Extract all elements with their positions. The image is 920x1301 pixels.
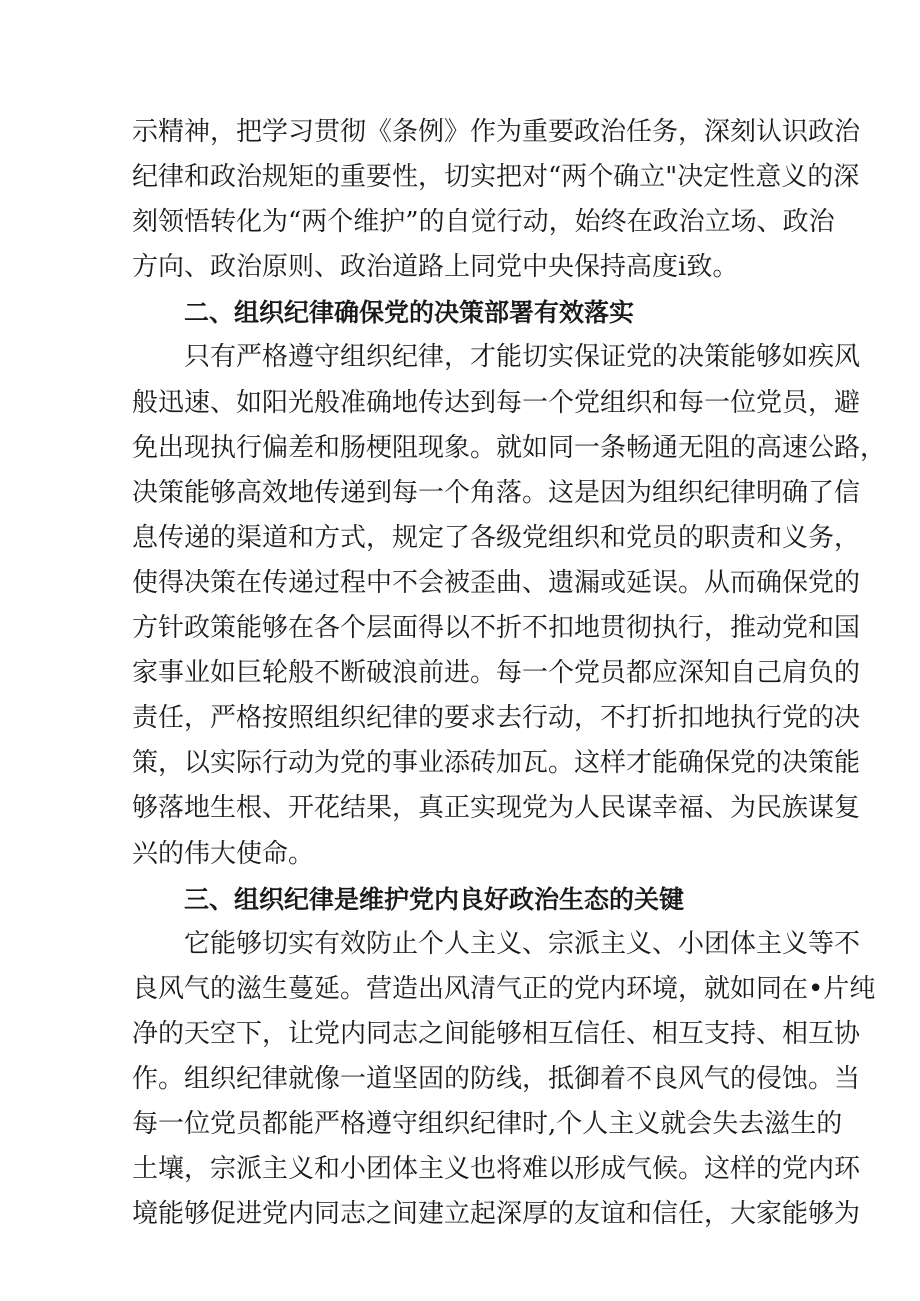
text-line: 每一位党员都能严格遵守组织纪律时,个人主义就会失去滋生的 — [132, 1109, 843, 1140]
text-line: 刻领悟转化为“两个维护”的自觉行动，始终在政治立场、政治 — [132, 207, 835, 238]
text-line: 息传递的渠道和方式，规定了各级党组织和党员的职责和义务， — [132, 522, 861, 553]
document-body — [132, 110, 887, 1237]
text-line: 土壤，宗派主义和小团体主义也将难以形成气候。这样的党内环 — [132, 1154, 861, 1185]
text-line: 方向、政治原则、政治道路上同党中央保持高度i致。 — [132, 252, 739, 283]
text-line: 般迅速、如阳光般准确地传达到每一个党组织和每一位党员，避 — [132, 387, 861, 418]
section-heading-2: 二、组织纪律确保党的决策部署有效落实 — [184, 298, 635, 328]
text-line: 作。组织纪律就像一道坚固的防线，抵御着不良风气的侵蚀。当 — [132, 1063, 861, 1094]
text-line: 家事业如巨轮般不断破浪前进。每一个党员都应深知自己肩负的 — [132, 658, 861, 689]
text-line: 决策能够高效地传递到每一个角落。这是因为组织纪律明确了信 — [132, 477, 861, 508]
text-line: 净的天空下，让党内同志之间能够相互信任、相互支持、相互协 — [132, 1018, 861, 1049]
section-heading-3: 三、组织纪律是维护党内良好政治生态的关键 — [184, 884, 685, 914]
text-line: 策，以实际行动为党的事业添砖加瓦。这样才能确保党的决策能 — [132, 748, 861, 779]
paragraph-first-line: 它能够切实有效防止个人主义、宗派主义、小团体主义等不 — [184, 928, 861, 959]
paragraph-first-line: 只有严格遵守组织纪律，才能切实保证党的决策能够如疾风 — [184, 342, 861, 373]
text-line: 境能够促进党内同志之间建立起深厚的友谊和信任，大家能够为 — [132, 1199, 861, 1230]
text-line: 够落地生根、开花结果，真正实现党为人民谋幸福、为民族谋复 — [132, 793, 861, 824]
text-line: 使得决策在传递过程中不会被歪曲、遗漏或延误。从而确保党的 — [132, 567, 861, 598]
text-line: 良风气的滋生蔓延。营造出风清气正的党内环境，就如同在•片纯 — [132, 973, 876, 1004]
text-line: 示精神，把学习贯彻《条例》作为重要政治任务，深刻认识政治 — [132, 117, 861, 147]
text-line: 方针政策能够在各个层面得以不折不扣地贯彻执行，推动党和国 — [132, 613, 861, 644]
text-line: 纪律和政治规矩的重要性，切实把对“两个确立"决定性意义的深 — [132, 162, 860, 193]
text-line: 兴的伟大使命。 — [132, 838, 315, 869]
text-line: 责任，严格按照组织纪律的要求去行动，不打折扣地执行党的决 — [132, 703, 861, 734]
text-line: 免出现执行偏差和肠梗阻现象。就如同一条畅通无阻的高速公路， — [132, 432, 887, 463]
